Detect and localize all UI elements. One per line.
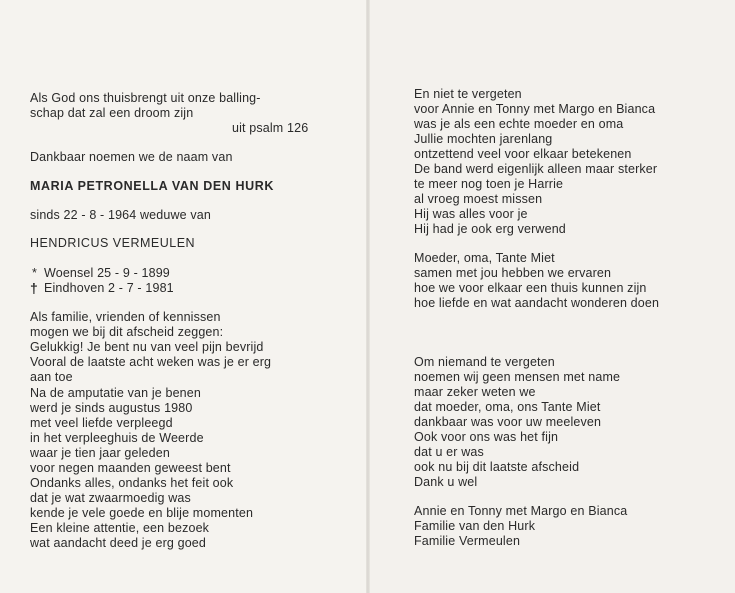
stanza1-line: Jullie mochten jarenlang bbox=[414, 132, 553, 146]
died-line: Eindhoven 2 - 7 - 1981 bbox=[44, 281, 174, 295]
stanza3-line: ook nu bij dit laatste afscheid bbox=[414, 460, 580, 474]
body-line: mogen we bij dit afscheid zeggen: bbox=[30, 325, 224, 339]
stanza3-line: Ook voor ons was het fijn bbox=[414, 430, 559, 444]
signature-line: Familie Vermeulen bbox=[414, 534, 521, 548]
body-line: Na de amputatie van je benen bbox=[30, 386, 201, 400]
stanza1-line: Hij was alles voor je bbox=[414, 207, 528, 221]
stanza1-line: voor Annie en Tonny met Margo en Bianca bbox=[414, 102, 656, 116]
body-line: waar je tien jaar geleden bbox=[30, 446, 170, 460]
stanza3-line: Dank u wel bbox=[414, 475, 478, 489]
spouse-name: HENDRICUS VERMEULEN bbox=[30, 236, 196, 250]
stanza1-line: En niet te vergeten bbox=[414, 87, 522, 101]
stanza3-line: Om niemand te vergeten bbox=[414, 355, 555, 369]
born-line: Woensel 25 - 9 - 1899 bbox=[44, 266, 170, 280]
body-line: Vooral de laatste acht weken was je er erg bbox=[30, 355, 272, 369]
signature-line: Annie en Tonny met Margo en Bianca bbox=[414, 504, 628, 518]
stanza1-line: De band werd eigenlijk alleen maar sterker bbox=[414, 162, 658, 176]
intro-text: Dankbaar noemen we de naam van bbox=[30, 150, 233, 164]
stanza1-line: al vroeg moest missen bbox=[414, 192, 543, 206]
stanza2-line: Moeder, oma, Tante Miet bbox=[414, 251, 555, 265]
body-line: dat je wat zwaarmoedig was bbox=[30, 491, 191, 505]
stanza3-line: dat moeder, oma, ons Tante Miet bbox=[414, 400, 601, 414]
body-line: kende je vele goede en blije momenten bbox=[30, 506, 254, 520]
body-line: voor negen maanden geweest bent bbox=[30, 461, 231, 475]
stanza1-line: te meer nog toen je Harrie bbox=[414, 177, 564, 191]
body-line: met veel liefde verpleegd bbox=[30, 416, 173, 430]
stanza1-line: Hij had je ook erg verwend bbox=[414, 222, 566, 236]
body-line: wat aandacht deed je erg goed bbox=[30, 536, 207, 550]
body-line: Een kleine attentie, een bezoek bbox=[30, 521, 210, 535]
psalm-source: uit psalm 126 bbox=[232, 121, 309, 135]
widow-since: sinds 22 - 8 - 1964 weduwe van bbox=[30, 208, 211, 222]
body-line: aan toe bbox=[30, 370, 73, 384]
stanza2-line: hoe liefde en wat aandacht wonderen doen bbox=[414, 296, 660, 310]
stanza3-line: dankbaar was voor uw meeleven bbox=[414, 415, 602, 429]
stanza1-line: was je als een echte moeder en oma bbox=[414, 117, 624, 131]
left-page bbox=[0, 0, 366, 593]
deceased-name: MARIA PETRONELLA VAN DEN HURK bbox=[30, 179, 275, 193]
psalm-quote-line: Als God ons thuisbrengt uit onze balling- bbox=[30, 91, 261, 105]
cross-icon: † bbox=[30, 280, 38, 296]
stanza2-line: hoe we voor elkaar een thuis kunnen zijn bbox=[414, 281, 647, 295]
psalm-quote-line: schap dat zal een droom zijn bbox=[30, 106, 194, 120]
body-line: Als familie, vrienden of kennissen bbox=[30, 310, 221, 324]
body-line: Gelukkig! Je bent nu van veel pijn bevrijd bbox=[30, 340, 264, 354]
body-line: Ondanks alles, ondanks het feit ook bbox=[30, 476, 234, 490]
stanza1-line: ontzettend veel voor elkaar betekenen bbox=[414, 147, 632, 161]
body-line: werd je sinds augustus 1980 bbox=[30, 401, 193, 415]
stanza2-line: samen met jou hebben we ervaren bbox=[414, 266, 612, 280]
signature-line: Familie van den Hurk bbox=[414, 519, 536, 533]
stanza3-line: noemen wij geen mensen met name bbox=[414, 370, 621, 384]
stanza3-line: maar zeker weten we bbox=[414, 385, 536, 399]
born-symbol: * bbox=[32, 266, 38, 280]
stanza3-line: dat u er was bbox=[414, 445, 484, 459]
body-line: in het verpleeghuis de Weerde bbox=[30, 431, 204, 445]
right-page bbox=[370, 0, 735, 593]
